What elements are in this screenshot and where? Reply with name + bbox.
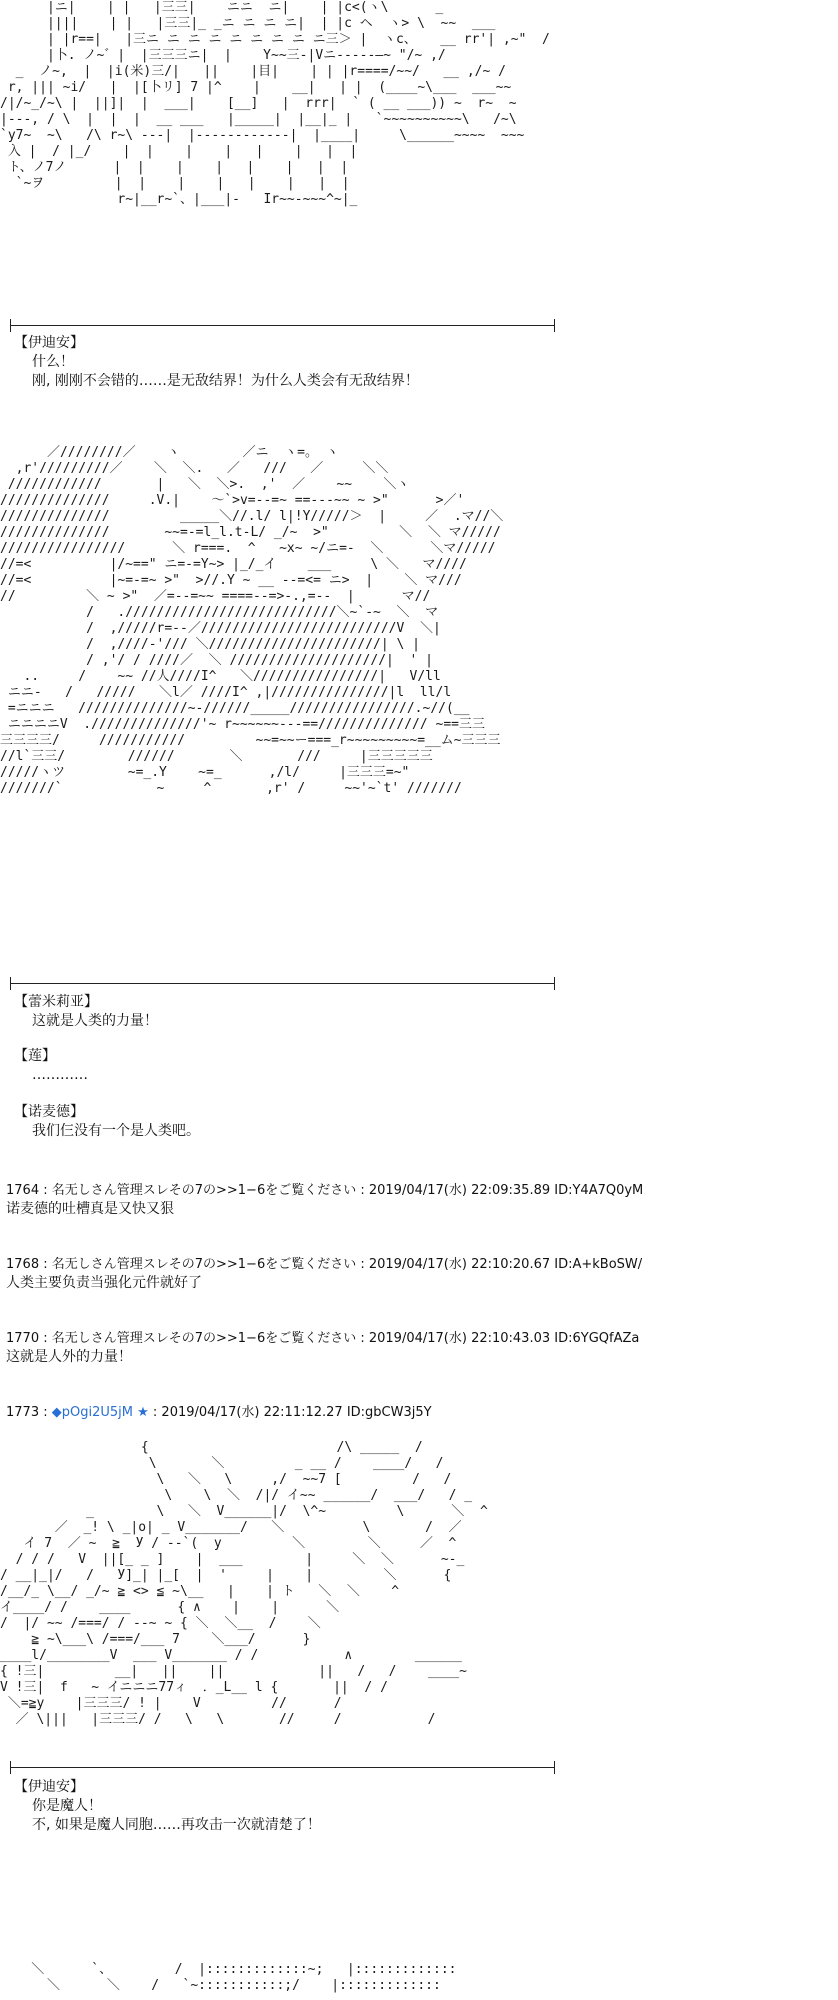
- panel-divider: [10, 983, 555, 984]
- ascii-art-line: _ ノ~, | |i(米)三/| || |目| | | |r====/~~/ __ ,/~ /: [0, 64, 506, 79]
- speaker-label: 【莲】: [14, 1048, 56, 1064]
- ascii-art-line: ／////////／ ヽ ／ニ ヽ=。 ヽ: [0, 445, 339, 460]
- speaker-label: 【伊迪安】: [14, 1779, 84, 1795]
- forum-post: [6, 1182, 643, 1218]
- ascii-art-line: //=< |~=-=~ >" >//.Y ~ __ --=<= ニ> | ＼ マ///: [0, 573, 462, 588]
- ascii-art-line: ニニ- / ///// ＼l／ ////I^ ,|///////////////|l ll/l: [0, 685, 452, 700]
- ascii-art-line: |卜. ノ~゛| |三三三ニ| | Y~~三‐|Vニ-----―~ "/~ ,/: [0, 48, 446, 63]
- post-meta: 1770 : 名无しさん管理スレその7の>>1−6をご覧ください : 2019/04/17(水) 22:10:43.03 ID:6YGQfAZa: [6, 1331, 640, 1346]
- post-body: 这就是人外的力量！: [6, 1349, 132, 1365]
- ascii-art-line: イ____/ / ____ { ∧ | | ＼: [0, 1600, 340, 1615]
- ascii-art-line: ニニニニV .//////////////'~ r~~~~~~---==////////////// ~==三三: [0, 717, 485, 732]
- ascii-art-line: r~|__r~`、|___|- Ir~~-~~~^~|_: [0, 192, 358, 207]
- ascii-art-line: /|/~_/~\ | ||]| | ___| [__] | rrr| ` ( __ ___)) ~ r~ ~: [0, 96, 517, 111]
- ascii-art-line: ///////` ~ ^ ,r' / ~~'~`t' ///////: [0, 781, 462, 796]
- speaker-label: 【蕾米莉亚】: [14, 994, 98, 1010]
- ascii-art-line: \ ＼ \ ,/ ~~7 [ / /: [0, 1472, 452, 1487]
- ascii-art-line: | |r==| |三ニ ニ ニ ニ ニ ニ ニ ニ ニ三＞ | ヽc、 __ rr'| ,~" /: [0, 32, 550, 47]
- dialogue-line: 你是魔人！: [32, 1798, 102, 1814]
- post-timestamp: : 2019/04/17(水) 22:11:12.27 ID:gbCW3j5Y: [152, 1405, 432, 1420]
- ascii-art-line: |||| | | |三三|_ _ニ ニ ニ ニ| | |c ヘ ヽ> \ ~~ ___: [0, 16, 496, 31]
- ascii-art-line: //////////////// ＼ r===. ^ ~x~ ~/ニ=- ＼ ＼マ/////: [0, 541, 496, 556]
- ascii-art-line: / ,////‐'/// ＼//////////////////////| \ |: [0, 637, 420, 652]
- post-meta: [6, 1404, 432, 1422]
- ascii-art-line: \ ＼ _ __ / ____/ /: [0, 1456, 444, 1471]
- ascii-art-line: / ,'/ / ////／ ＼ ////////////////////| ' |: [0, 653, 433, 668]
- ascii-art-line: 入 | / |_/ | | | | | | | |: [0, 144, 358, 159]
- ascii-art-line: .. / ~~ //人////I^ ＼////////////////| V/ll: [0, 669, 441, 684]
- ascii-art-panel-1: [0, 0, 700, 318]
- ascii-art-line: / |/ ~~ /===/ / --~ ~ { ＼ ＼__ / ＼: [0, 1616, 321, 1631]
- dialogue-line: 刚, 刚刚不会错的……是无敌结界！为什么人类会有无敌结界！: [32, 373, 419, 389]
- panel-divider: [10, 1767, 555, 1768]
- ascii-art-line: ////////////// ~~=-=l_l.t-L/ _/~ >" ＼ ＼ マ/////: [0, 525, 501, 540]
- ascii-art-line: \ \ ＼ /|/ イ~~ ______/ ___/ / _: [0, 1488, 473, 1503]
- ascii-art-line: //////////// | ＼ ＼>. ,' ／ ~~ ＼ヽ: [0, 477, 410, 492]
- post-number: 1773 :: [6, 1405, 48, 1420]
- ascii-art-line: イ 7 ／ ~ ≧ У / --`( у ＼ ＼ ／ ^: [0, 1536, 457, 1551]
- ascii-art-line: ＼=≧y |三三三/ ! | V // /: [0, 1696, 342, 1711]
- dialogue-line: 什么！: [32, 354, 74, 370]
- dialogue-line: 这就是人类的力量！: [32, 1013, 158, 1029]
- ascii-art-line: / __|_|/ / У]_| |_[ | ' | | ＼ {: [0, 1568, 452, 1583]
- ascii-art-line: 三三三三/ /////////// ~~=~~ー===_r~~~~~~~~~=__ム~三三三: [0, 733, 501, 748]
- ascii-art-line: ＼ ＼ / `~:::::::::::;/ |:::::::::::::: [0, 1978, 441, 1993]
- ascii-art-panel-2: [0, 445, 760, 967]
- ascii-art-line: ／ \||| |三三三/ / \ \ // / /: [0, 1712, 436, 1727]
- ascii-art-line: ≧ ~\___\ /===/___ 7 ＼___/ }: [0, 1632, 311, 1647]
- ascii-art-line: ／ _! \ _|o| _ V_______/ ＼ \ / ／: [0, 1520, 462, 1535]
- speaker-label: 【诺麦德】: [14, 1104, 84, 1120]
- dialogue-line: …………: [32, 1067, 88, 1083]
- post-meta: 1764 : 名无しさん管理スレその7の>>1−6をご覧ください : 2019/04/17(水) 22:09:35.89 ID:Y4A7Q0yM: [6, 1183, 644, 1198]
- ascii-art-line: / .///////////////////////////＼~`-~ ＼ マ: [0, 605, 439, 620]
- dialogue-ren: [14, 1047, 88, 1085]
- ascii-art-line: / / / V ||[_ _ ] | ___ | ＼ ＼ ~-_: [0, 1552, 465, 1567]
- ascii-art-line: |---, / \ | | | __ ___ |_____| |__|_ | `~~~~~~~~~~\ /~\: [0, 112, 517, 127]
- forum-post: [6, 1330, 639, 1366]
- ascii-art-line: ____l/________V ___ V_______ / / ∧ ______: [0, 1648, 462, 1663]
- dialogue-line: 我们仨没有一个是人类吧。: [32, 1123, 200, 1139]
- post-tripcode-link[interactable]: ◆pOgi2U5jM ★: [51, 1405, 149, 1420]
- ascii-art-line: //=< |/~==" ニ=-=Y~> |_/_イ ___ \ ＼ マ////: [0, 557, 467, 572]
- ascii-art-line: //l`三三/ ////// ＼ /// |三三三三三: [0, 749, 433, 764]
- dialogue-line: 不, 如果是魔人同胞……再攻击一次就清楚了！: [32, 1817, 321, 1833]
- post-body: 诺麦德的吐槽真是又快又狠: [6, 1201, 174, 1217]
- post-meta: 1768 : 名无しさん管理スレその7の>>1−6をご覧ください : 2019/04/17(水) 22:10:20.67 ID:A+kBoSW/: [6, 1257, 643, 1272]
- ascii-art-line: { !三| __| || || || / / ____~: [0, 1664, 467, 1679]
- panel-divider: [10, 325, 555, 326]
- post-body: 人类主要负责当强化元件就好了: [6, 1275, 202, 1291]
- ascii-art-line: r, ||| ~i/ | |[卜リ] 7 |^ | __| | | (____~\___ ___~~: [0, 80, 512, 95]
- ascii-art-line: { /\ _____ /: [0, 1440, 423, 1455]
- ascii-art-line: `y7~ ~\ /\ r~\ ---| |------------| |____| \______~~~~ ~~~: [0, 128, 525, 143]
- ascii-art-line: `~ヲ | | | | | | | |: [0, 176, 350, 191]
- ascii-art-line: ////////////// .V.| ～`>v=--=~ ==---~~ ~ >" >／': [0, 493, 465, 508]
- speaker-label: 【伊迪安】: [14, 335, 84, 351]
- ascii-art-line: ,r'/////////／ ＼ ＼. ／ /// ／ ＼＼: [0, 461, 389, 476]
- dialogue-nomad: [14, 1103, 200, 1141]
- ascii-art-line: V !三| f ~ イニニニ77ィ ．_L__ l { || / /: [0, 1680, 388, 1695]
- ascii-art-line: ト、ノ7ノ | | | | | | | |: [0, 160, 349, 175]
- ascii-art-line: ＼ `、 / |:::::::::::::~; |:::::::::::::: [0, 1962, 457, 1977]
- dialogue-idian-2: [14, 1778, 321, 1835]
- forum-post: [6, 1404, 432, 1422]
- ascii-art-line: // ＼ ~ >" ／=--=~~ ====--=>-.,=-- | マ//: [0, 589, 431, 604]
- ascii-art-line: |ニ| | | |三三| ニニ ニ| | |c<(ヽ\ _: [0, 0, 444, 15]
- ascii-art-line: /__/_ \__/ _/~ ≧ <> ≦ ~\__ | | ト ＼ ＼ ^: [0, 1584, 400, 1599]
- forum-post: [6, 1256, 642, 1292]
- ascii-art-panel-4: [0, 1962, 700, 2000]
- dialogue-idian-1: [14, 334, 419, 391]
- ascii-art-line: _ \ ＼ V______|/ \^~ \ ＼ ^: [0, 1504, 488, 1519]
- ascii-art-panel-3: [0, 1440, 700, 1732]
- ascii-art-line: =ニニニ //////////////~-//////_____////////////////.~//(__: [0, 701, 470, 716]
- dialogue-remilia: [14, 993, 158, 1031]
- ascii-art-line: / ,/////r=--／/////////////////////////V ＼|: [0, 621, 441, 636]
- ascii-art-line: ////////////// _____＼//.l/ l|!Y/////＞ | ／ .マ//＼: [0, 509, 504, 524]
- ascii-art-line: /////ヽツ ~=_.Y ~=_ ,/l/ |三三三=~": [0, 765, 410, 780]
